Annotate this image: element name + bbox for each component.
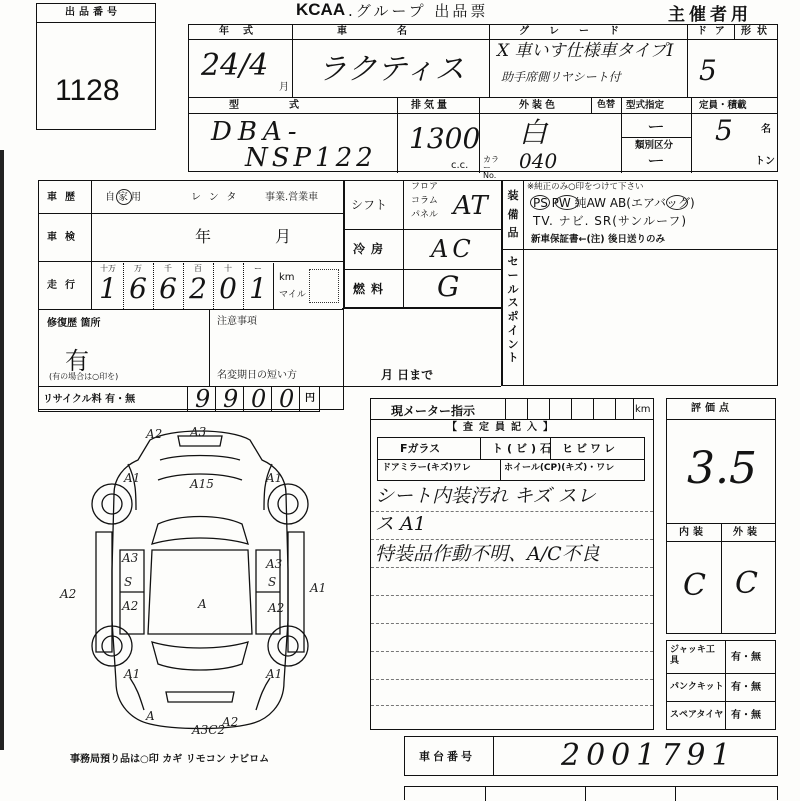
sales-point-label: セールスポイント bbox=[507, 255, 519, 365]
doors-label: ドア bbox=[697, 26, 733, 37]
inspector-note-2: ス A1 bbox=[375, 513, 426, 535]
vehicle-info-grid bbox=[188, 24, 778, 180]
check-crack: ヒビワレ bbox=[562, 442, 618, 455]
interior-label: 内装 bbox=[679, 527, 707, 538]
exterior-value: C bbox=[735, 566, 758, 601]
repair-value: 有 bbox=[65, 347, 89, 375]
lot-number-value: 1128 bbox=[55, 74, 120, 107]
mileage-digit: 6 bbox=[129, 272, 147, 305]
history-option-private: 自家用 bbox=[105, 192, 144, 203]
chassis-box bbox=[404, 736, 778, 776]
name-change-label: 名変期日の短い方 bbox=[217, 370, 297, 381]
inspector-title: 【査定員記入】 bbox=[447, 422, 559, 433]
meter-km-unit: km bbox=[635, 404, 651, 415]
color-label: 外装色 bbox=[519, 100, 558, 111]
check-chip: ト(ビ)石 bbox=[492, 442, 556, 455]
grade-value-line1: X 車いす仕様車タイプI bbox=[497, 41, 674, 61]
history-option-business: 事業.営業車 bbox=[265, 192, 319, 203]
month-day-label: 月 日まで bbox=[381, 368, 434, 382]
inspector-check-grid bbox=[377, 437, 645, 481]
year-value: 24/4 bbox=[201, 48, 269, 83]
check-door-mirror: ドアミラー(キズ)ワレ bbox=[382, 463, 471, 473]
mileage-label: 走行 bbox=[47, 280, 83, 291]
damage-mark: A2 bbox=[60, 587, 77, 601]
tool-puncture-value: 有・無 bbox=[731, 682, 761, 693]
mileage-digit: 6 bbox=[159, 272, 177, 305]
rating-label: 評価点 bbox=[691, 403, 733, 414]
interior-value: C bbox=[683, 568, 706, 603]
damage-mark: S bbox=[124, 575, 133, 589]
damage-mark: A1 bbox=[310, 581, 327, 595]
name-label: 車名 bbox=[337, 26, 457, 37]
equipment-line2: TV. ナビ. SR(サンルーフ) bbox=[533, 214, 688, 228]
damage-mark: A2 bbox=[268, 601, 285, 615]
damage-mark: A1 bbox=[266, 667, 283, 681]
damage-mark: A bbox=[146, 709, 155, 723]
tool-spare-label: スペアタイヤ bbox=[670, 710, 724, 720]
tool-jack-label: ジャッキ工具 bbox=[670, 645, 715, 666]
capacity-value: 5 bbox=[715, 114, 733, 147]
displacement-label: 排気量 bbox=[411, 100, 450, 111]
damage-mark: A2 bbox=[122, 599, 139, 613]
ac-label: 冷房 bbox=[353, 242, 390, 256]
category-label: 類別区分 bbox=[635, 140, 674, 151]
model-designation-value: ー bbox=[647, 117, 665, 138]
color-no-label: カラーNo. bbox=[483, 155, 499, 180]
mileage-digit: 1 bbox=[249, 272, 267, 305]
rating-value: 3.5 bbox=[687, 443, 757, 494]
brand-logo: KCAA bbox=[296, 0, 346, 19]
vehicle-damage-diagram bbox=[40, 420, 360, 760]
tools-box bbox=[666, 640, 776, 730]
damage-mark: A3 bbox=[122, 551, 139, 565]
bottom-partial-row bbox=[404, 786, 778, 800]
cc-unit: c.c. bbox=[451, 160, 469, 171]
repair-note: (有の場合は○印を) bbox=[49, 372, 119, 381]
rating-box bbox=[666, 398, 776, 634]
damage-mark: A2 bbox=[222, 715, 239, 729]
equipment-line1: PS PW 純AW AB(エアバッグ) bbox=[533, 196, 695, 210]
mileage-digit: 0 bbox=[219, 272, 237, 305]
history-option-rental: レンタ bbox=[191, 192, 245, 203]
damage-mark: A1 bbox=[266, 471, 283, 485]
damage-mark: A bbox=[198, 597, 207, 611]
tool-puncture-label: パンクキット bbox=[670, 682, 724, 692]
lot-number-label: 出品番号 bbox=[65, 7, 121, 18]
pw-circle bbox=[555, 195, 579, 210]
inspection-label: 車検 bbox=[47, 232, 83, 243]
damage-mark: A15 bbox=[190, 477, 214, 491]
fuel-label: 燃料 bbox=[353, 282, 390, 296]
private-circle bbox=[116, 189, 132, 205]
equipment-panel bbox=[502, 180, 778, 386]
digit-label: 千 bbox=[164, 264, 172, 273]
chassis-label: 車台番号 bbox=[419, 750, 475, 763]
damage-mark: A3 bbox=[190, 425, 207, 439]
damage-mark: A3 bbox=[266, 557, 283, 571]
check-f-glass: Fガラス bbox=[400, 442, 441, 455]
fuel-value: G bbox=[437, 270, 460, 303]
month-unit: 月 bbox=[279, 82, 289, 93]
color-no-value: 040 bbox=[519, 149, 558, 173]
recycle-label: リサイクル料 有・無 bbox=[43, 394, 136, 405]
digit-label: 万 bbox=[134, 264, 142, 273]
recycle-digit: 0 bbox=[279, 385, 295, 413]
inspector-box bbox=[370, 398, 654, 730]
shift-option-floor: フロア bbox=[411, 182, 439, 192]
organizer-label: 主催者用 bbox=[668, 5, 752, 25]
damage-marks bbox=[59, 425, 326, 737]
color-change-label: 色替 bbox=[597, 100, 616, 110]
grade-label: グレード bbox=[519, 26, 639, 37]
recycle-digit: 0 bbox=[251, 385, 267, 413]
displacement-value: 1300 bbox=[409, 122, 481, 155]
color-value: 白 bbox=[519, 116, 548, 149]
left-margin-bar bbox=[0, 150, 4, 750]
recycle-digit: 9 bbox=[223, 385, 239, 413]
model-value-line1: DBA- bbox=[211, 117, 303, 147]
repair-label: 修復歴 箇所 bbox=[47, 318, 101, 329]
damage-mark: A3C2 bbox=[192, 723, 226, 737]
damage-mark: A1 bbox=[124, 667, 141, 681]
shift-value: AT bbox=[453, 191, 488, 221]
caution-label: 注意事項 bbox=[217, 316, 257, 327]
meter-label: 現メーター指示 bbox=[391, 404, 476, 418]
mile-box bbox=[309, 269, 339, 303]
mile-label: マイル bbox=[279, 290, 306, 300]
ab-circle bbox=[666, 195, 688, 210]
model-value-line2: NSP122 bbox=[245, 143, 377, 173]
model-label: 型式 bbox=[229, 100, 349, 111]
km-label: km bbox=[279, 272, 295, 283]
equipment-note: ※純正のみ○印をつけて下さい bbox=[527, 182, 644, 192]
digit-label: 十 bbox=[224, 264, 232, 273]
shift-option-panel: パネル bbox=[411, 210, 439, 220]
exterior-label: 外装 bbox=[733, 527, 761, 538]
lot-number-box bbox=[36, 3, 156, 130]
shift-option-column: コラム bbox=[411, 196, 438, 206]
mileage-digit: 2 bbox=[189, 272, 207, 305]
capacity-label: 定員・積載 bbox=[699, 100, 747, 111]
year-label: 年式 bbox=[219, 26, 267, 37]
check-wheel: ホイール(CP)(キズ)・ワレ bbox=[504, 463, 615, 473]
shape-label: 形状 bbox=[741, 26, 773, 37]
digit-label: 百 bbox=[194, 264, 202, 273]
form-title: .グループ 出品票 bbox=[348, 2, 489, 20]
category-value: ー bbox=[647, 151, 665, 172]
recycle-row bbox=[38, 386, 320, 412]
car-name-value: ラクティス bbox=[317, 52, 465, 87]
specs-column bbox=[344, 180, 502, 308]
inspector-note-1: シート内装汚れ キズ スレ bbox=[375, 485, 596, 507]
inspection-month: 月 bbox=[275, 227, 292, 246]
grade-value-line2: 助手席側リヤシート付 bbox=[501, 70, 621, 84]
doors-value: 5 bbox=[699, 54, 717, 87]
inspection-year: 年 bbox=[195, 227, 212, 246]
inspector-note-3: 特装品作動不明、A/C不良 bbox=[375, 543, 600, 565]
damage-mark: S bbox=[268, 575, 277, 589]
ton-unit: トン bbox=[755, 156, 775, 167]
mileage-digit: 1 bbox=[99, 272, 117, 305]
shift-label: シフト bbox=[351, 198, 388, 212]
tool-spare-value: 有・無 bbox=[731, 710, 761, 721]
recycle-digit: 9 bbox=[195, 385, 211, 413]
mileage-digits bbox=[93, 272, 273, 305]
equipment-label: 装備品 bbox=[507, 189, 519, 240]
damage-mark: A2 bbox=[146, 427, 163, 441]
ac-value: AC bbox=[431, 235, 475, 263]
history-label: 車歴 bbox=[47, 192, 83, 203]
chassis-value: 2001791 bbox=[561, 738, 737, 773]
diagram-bottom-note: 事務局預り品は○印 カギ リモコン ナビロム bbox=[70, 754, 270, 765]
tool-jack-value: 有・無 bbox=[731, 652, 761, 663]
person-unit: 名 bbox=[761, 124, 771, 135]
digit-label: 十万 bbox=[100, 264, 116, 273]
ps-circle bbox=[530, 195, 550, 210]
digit-label: ー bbox=[254, 264, 262, 273]
model-designation-label: 型式指定 bbox=[626, 100, 665, 111]
equipment-line3: 新車保証書←(注) 後日送りのみ bbox=[531, 234, 665, 245]
yen-unit: 円 bbox=[305, 393, 315, 404]
damage-mark: A1 bbox=[124, 471, 141, 485]
